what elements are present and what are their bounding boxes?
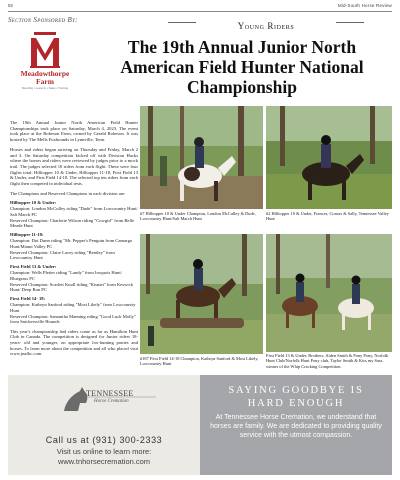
result-line: Reserved Champion: Scarlett Knoll riding "Kismet" from Keswick Hunt/ Deep Run PC (10, 281, 134, 293)
photo-caption: #2 Hilltopper 10 & Under, Frances, Conors & Sally, Tennessee Valley Hunt (266, 211, 389, 222)
ad-phone[interactable]: Call us at (931) 300-2333 (45, 435, 163, 445)
article-body (10, 120, 138, 361)
article-paragraph: Horses and riders began arriving on Thursday and Friday, March 2 and 3. On Saturday competition kicked off with Division Hacks where the horses and riders were reviewed by judges prior to a mock trail. The judges selected 10 riders from each flight. These were four flights total: Hilltopper 10 & Under, Hilltopper 11-18, First Field 13 & Under, and First Field 14-18. The selected top ten riders from each flight then competed in individual tests. (10, 146, 138, 187)
section-header (140, 16, 392, 31)
photo-first-field-brothers[interactable] (266, 234, 392, 352)
ad-title: SAYING GOODBYE IS HARD ENOUGH (228, 385, 364, 409)
horse-rider-photo-icon (266, 106, 392, 209)
photo-first-field-champion[interactable] (140, 234, 263, 354)
horse-rider-photo-icon (266, 234, 392, 352)
horse-rider-photo-icon (140, 106, 263, 209)
section-rule-right (336, 22, 364, 23)
result-heading: Hilltopper 10 & Under: (10, 200, 57, 206)
result-line: Champion: Wells Pleiter riding "Landy" from Iroquois Hunt/ Bluegrass PC (10, 270, 122, 281)
article-paragraph: The Champions and Reserved Champions in each division are: (10, 190, 126, 196)
meadowthorpe-m-logo-icon (28, 30, 62, 70)
result-block (10, 296, 138, 325)
result-heading: Hilltopper 11-18: (10, 232, 44, 238)
result-block (10, 264, 138, 293)
result-line: Champion: London McCulley riding "Dude" from Lowcountry Hunt/ Salt March PC (10, 206, 138, 217)
result-block (10, 232, 138, 261)
result-line: Reserved Champion: Charlotte Wilson riding "Cowgirl" from Belle Meade Hunt (10, 217, 135, 229)
sponsor-logo[interactable] (16, 30, 74, 98)
photo-caption: #187 First Field 14-18 Champion, Kathryn Sanford & Most Likely, Lowcountry Hunt (140, 356, 259, 367)
publication-name: Mid-South Horse Review (337, 3, 392, 8)
article-paragraph: The 19th Annual Junior North American Field Hunter Championships took place on Saturday, March 4, 2023. The event took place at the Robeson Farm, owned by Gerald Robeson. It was hosted by The Mells Foxhounds in Lynnville, Tenn. (10, 120, 138, 143)
page-header (8, 3, 392, 11)
photo-hilltopper-champion[interactable] (140, 106, 263, 209)
ad-saying-goodbye[interactable] (200, 375, 392, 475)
ad-tennessee-horse-cremation[interactable] (8, 375, 200, 475)
result-line: Reserved Champion: Samantha Manning riding "Good Luck Molly" from Snickersville Hounds (10, 313, 136, 325)
ad-visit-text: Visit us online to learn more: (56, 447, 152, 456)
section-rule-left (168, 22, 196, 23)
ad-brand-line1: TENNESSEE (86, 389, 134, 398)
ad-url-link[interactable]: www.tnhorsecremation.com (57, 457, 151, 466)
article-closing: This year's championship had riders come as far as Hamilton Hunt Club in Canada. The competition is designed for Junior riders 18- years- old and younger, on appropriate fox-hunting ponies and horses. To learn more about the competition and all who placed visit www.jnafhc.com. (10, 328, 138, 357)
result-heading: First Field 13 & Under: (10, 264, 57, 270)
result-heading: First Field 14- 18: (10, 296, 46, 302)
sponsor-label: Section Sponsored By: (8, 16, 78, 24)
photo-caption: #7 Hilltopper 10 & Under Champion, London McCulley & Dude, Lowcountry Hunt/Salt March Hunt (140, 211, 256, 222)
result-line: Champion: Dot Dunn riding "Mr. Pepper's Penguin from Camargo Hunt/Miami Valley PC (10, 238, 133, 249)
result-line: Reserved Champion: Claire Lacey riding "Bentley" from Lowcountry Hunt (10, 249, 115, 261)
horse-jump-photo-icon (140, 234, 263, 354)
sponsor-logo-tagline: Boarding • Lessons • Sales • Training (21, 86, 69, 90)
result-block (10, 200, 138, 229)
ad-brand-line2: Horse Cremation (94, 399, 129, 404)
page-number: 92 (8, 3, 14, 8)
article-headline: The 19th Annual Junior North American Field Hunter National Championship (120, 37, 364, 97)
photo-caption: First Field 13 & Under, Brothers, Aiden Smith & Pony Pony, Norfolk Hunt Club/Norfolk Hunt Pony club, Taylor Smith & Kiss my Sass, winner of the Whip Cracking Competition. (266, 353, 389, 369)
sponsor-logo-name: Meadowthorpe Farm (20, 69, 70, 86)
header-rule (8, 11, 392, 12)
photo-hilltopper-rider[interactable] (266, 106, 392, 209)
result-line: Champion: Kathryn Sanford riding "Most Likely" from Lowcountry Hunt (10, 302, 136, 313)
ad-body: At Tennessee Horse Cremation, we understand that horses are family. We are dedicated to providing quality service with the utmost compassion. (210, 414, 382, 439)
section-title: Young Riders (237, 21, 295, 31)
